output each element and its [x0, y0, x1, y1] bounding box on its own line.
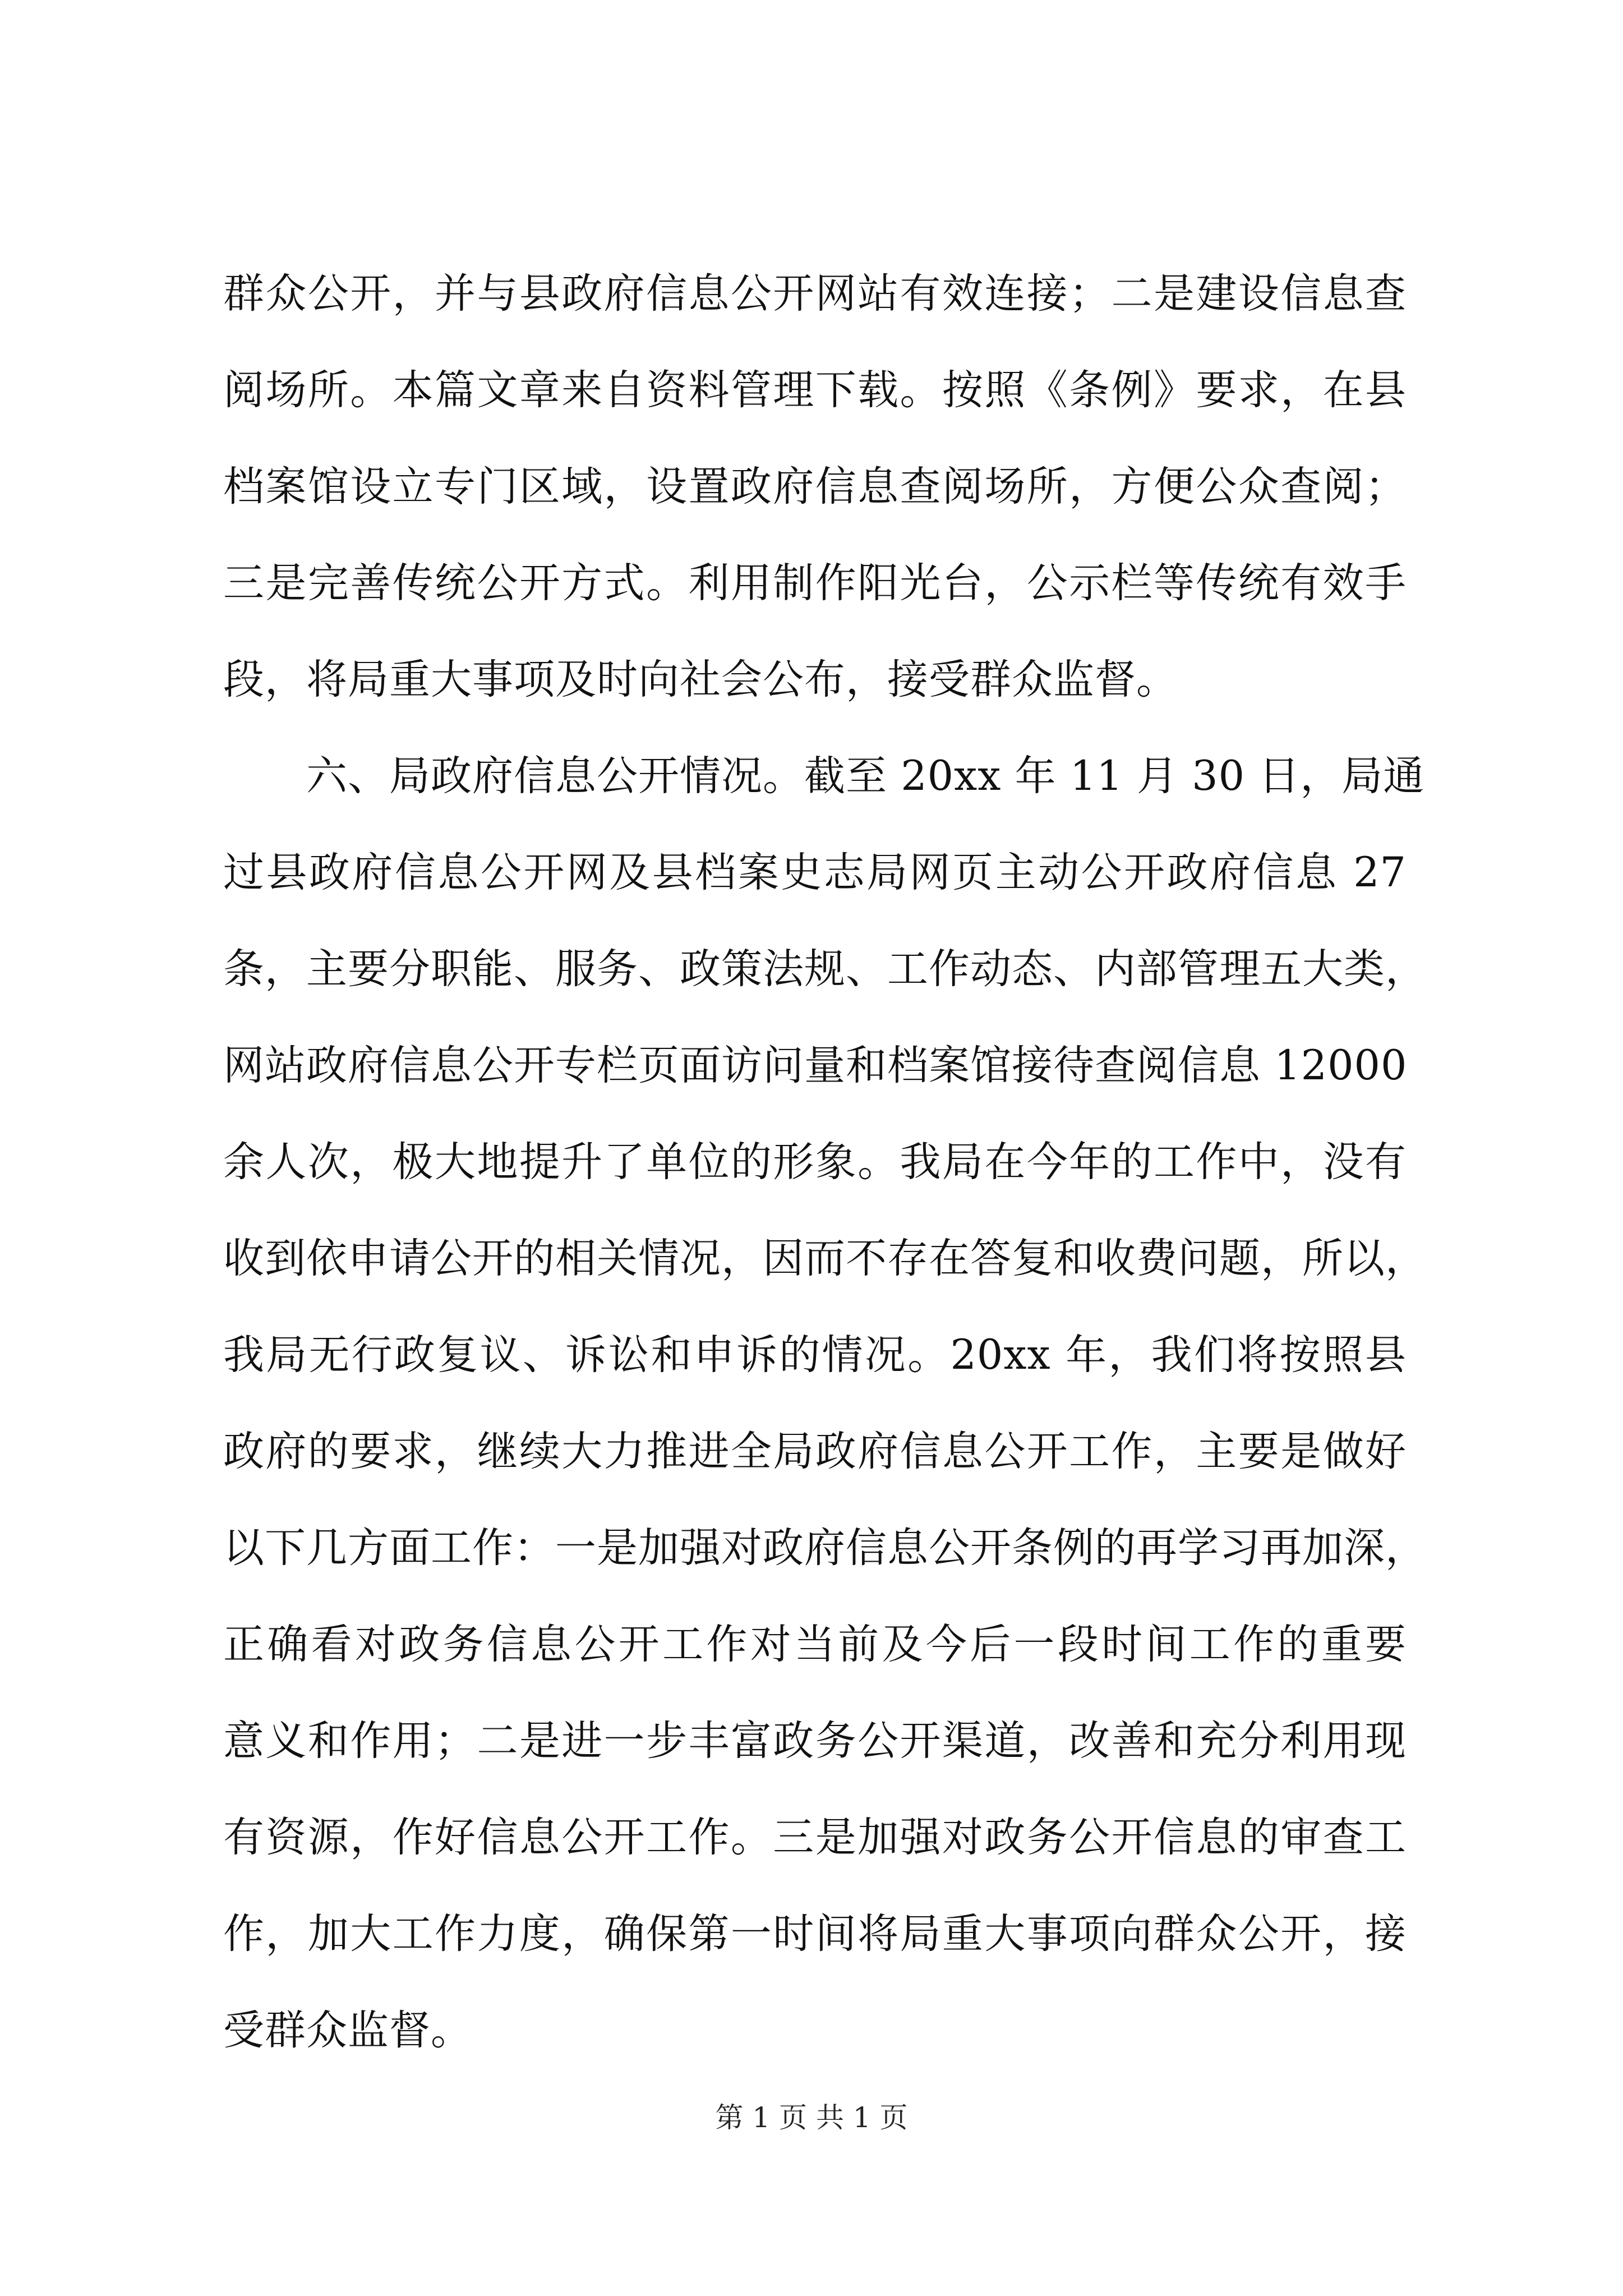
- text-line: 受群众监督。: [223, 2007, 472, 2054]
- text-line: 群众公开，并与县政府信息公开网站有效连接；二是建设信息查: [223, 270, 1407, 318]
- text-line: 余人次，极大地提升了单位的形象。我局在今年的工作中，没有: [223, 1138, 1407, 1186]
- text-line: 阅场所。本篇文章来自资料管理下载。按照《条例》要求，在县: [223, 366, 1407, 414]
- text-line: 收到依申请公开的相关情况，因而不存在答复和收费问题，所以，: [223, 1235, 1427, 1282]
- text-line: 网站政府信息公开专栏页面访问量和档案馆接待查阅信息 12000: [223, 1042, 1408, 1089]
- text-line: 过县政府信息公开网及县档案史志局网页主动公开政府信息 27: [223, 849, 1407, 896]
- text-line: 以下几方面工作：一是加强对政府信息公开条例的再学习再加深，: [223, 1524, 1427, 1572]
- text-line: 段，将局重大事项及时向社会公布，接受群众监督。: [223, 656, 1178, 703]
- text-line: 意义和作用；二是进一步丰富政务公开渠道，改善和充分利用现: [223, 1717, 1407, 1765]
- text-line: 有资源，作好信息公开工作。三是加强对政务公开信息的审查工: [223, 1814, 1407, 1861]
- text-line: 六、局政府信息公开情况。截至 20xx 年 11 月 30 日，局通: [223, 752, 1425, 800]
- body-text: [223, 246, 1427, 2079]
- text-line: 政府的要求，继续大力推进全局政府信息公开工作，主要是做好: [223, 1428, 1407, 1475]
- text-line: 三是完善传统公开方式。利用制作阳光台，公示栏等传统有效手: [223, 559, 1407, 607]
- text-line: 条，主要分职能、服务、政策法规、工作动态、内部管理五大类，: [223, 945, 1427, 993]
- text-line: 档案馆设立专门区域，设置政府信息查阅场所，方便公众查阅；: [223, 463, 1407, 510]
- page-footer: 第 1 页 共 1 页: [715, 2101, 908, 2134]
- text-line: 作，加大工作力度，确保第一时间将局重大事项向群众公开，接: [223, 1910, 1407, 1958]
- text-line: 正确看对政务信息公开工作对当前及今后一段时间工作的重要: [223, 1621, 1407, 1668]
- text-line: 我局无行政复议、诉讼和申诉的情况。20xx 年，我们将按照县: [223, 1331, 1407, 1379]
